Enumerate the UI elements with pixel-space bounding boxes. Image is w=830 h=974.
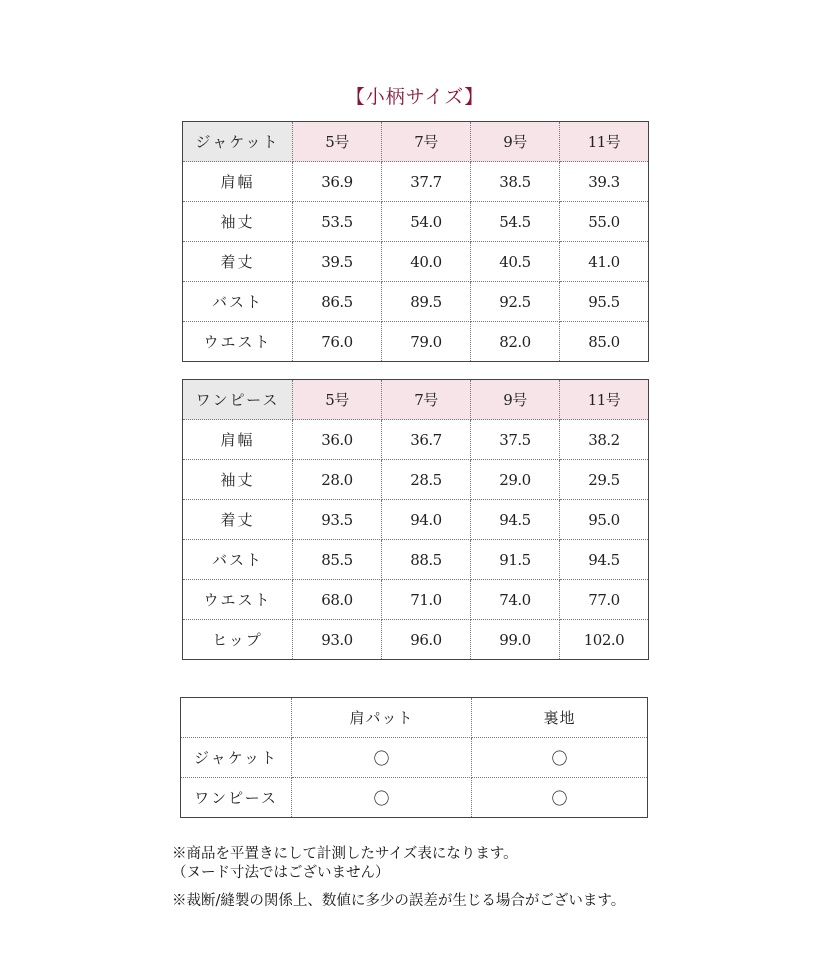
value-cell: 85.0 [560, 322, 649, 362]
table-row [183, 322, 649, 362]
table-row [183, 420, 649, 460]
table-row [181, 778, 648, 818]
row-label: 着丈 [183, 500, 293, 540]
value-cell: 95.5 [560, 282, 649, 322]
table-header-row [181, 698, 648, 738]
value-cell: 93.5 [293, 500, 382, 540]
value-cell: 54.0 [382, 202, 471, 242]
value-cell [292, 778, 472, 818]
row-label: 袖丈 [183, 460, 293, 500]
value-cell: 53.5 [293, 202, 382, 242]
table-header-row [183, 122, 649, 162]
row-label: バスト [183, 540, 293, 580]
value-cell: 96.0 [382, 620, 471, 660]
jacket-size-table [182, 121, 649, 362]
table-row [183, 460, 649, 500]
value-cell: 74.0 [471, 580, 560, 620]
header-cell-size: 5号 [293, 380, 382, 420]
table-header-row [183, 380, 649, 420]
value-cell: 39.5 [293, 242, 382, 282]
table-row [181, 738, 648, 778]
value-cell: 92.5 [471, 282, 560, 322]
table-row [183, 242, 649, 282]
value-cell: 102.0 [560, 620, 649, 660]
table-row [183, 162, 649, 202]
value-cell [472, 738, 648, 778]
row-label: ジャケット [181, 738, 292, 778]
header-cell-size: 9号 [471, 122, 560, 162]
table-row [183, 620, 649, 660]
row-label: 肩幅 [183, 162, 293, 202]
value-cell: 88.5 [382, 540, 471, 580]
note-measurement: ※商品を平置きにして計測したサイズ表になります。 [172, 846, 518, 862]
value-cell: 94.0 [382, 500, 471, 540]
row-label: ヒップ [183, 620, 293, 660]
header-cell-size: 5号 [293, 122, 382, 162]
table-row [183, 282, 649, 322]
value-cell: 39.3 [560, 162, 649, 202]
header-cell-item: ワンピース [183, 380, 293, 420]
value-cell: 37.5 [471, 420, 560, 460]
table-row [183, 540, 649, 580]
value-cell: 77.0 [560, 580, 649, 620]
value-cell: 95.0 [560, 500, 649, 540]
value-cell [292, 738, 472, 778]
value-cell: 82.0 [471, 322, 560, 362]
table-row [183, 500, 649, 540]
value-cell: 68.0 [293, 580, 382, 620]
note-not-nude: （ヌード寸法ではございません） [172, 865, 390, 881]
options-table [180, 697, 648, 818]
value-cell: 94.5 [471, 500, 560, 540]
circle-mark: 〇 [551, 789, 568, 808]
circle-mark: 〇 [373, 749, 390, 768]
value-cell: 38.5 [471, 162, 560, 202]
header-cell-lining: 裏地 [472, 698, 648, 738]
header-cell-item: ジャケット [183, 122, 293, 162]
value-cell: 93.0 [293, 620, 382, 660]
value-cell: 55.0 [560, 202, 649, 242]
value-cell: 37.7 [382, 162, 471, 202]
row-label: ウエスト [183, 580, 293, 620]
header-cell-size: 7号 [382, 380, 471, 420]
onepiece-size-table [182, 379, 649, 660]
value-cell: 29.5 [560, 460, 649, 500]
value-cell: 86.5 [293, 282, 382, 322]
value-cell: 36.7 [382, 420, 471, 460]
value-cell: 71.0 [382, 580, 471, 620]
row-label: 袖丈 [183, 202, 293, 242]
value-cell: 76.0 [293, 322, 382, 362]
value-cell: 91.5 [471, 540, 560, 580]
header-cell-size: 9号 [471, 380, 560, 420]
value-cell: 79.0 [382, 322, 471, 362]
header-cell-size: 11号 [560, 380, 649, 420]
value-cell [472, 778, 648, 818]
row-label: ウエスト [183, 322, 293, 362]
notes [172, 845, 625, 911]
value-cell: 94.5 [560, 540, 649, 580]
row-label: 着丈 [183, 242, 293, 282]
value-cell: 40.5 [471, 242, 560, 282]
header-cell-size: 7号 [382, 122, 471, 162]
value-cell: 54.5 [471, 202, 560, 242]
table-row [183, 580, 649, 620]
table-row [183, 202, 649, 242]
value-cell: 29.0 [471, 460, 560, 500]
row-label: 肩幅 [183, 420, 293, 460]
circle-mark: 〇 [373, 789, 390, 808]
section-title: 【小柄サイズ】 [345, 86, 485, 108]
header-cell-empty [181, 698, 292, 738]
value-cell: 99.0 [471, 620, 560, 660]
value-cell: 89.5 [382, 282, 471, 322]
value-cell: 28.5 [382, 460, 471, 500]
value-cell: 41.0 [560, 242, 649, 282]
value-cell: 85.5 [293, 540, 382, 580]
row-label: ワンピース [181, 778, 292, 818]
circle-mark: 〇 [551, 749, 568, 768]
value-cell: 40.0 [382, 242, 471, 282]
value-cell: 28.0 [293, 460, 382, 500]
value-cell: 38.2 [560, 420, 649, 460]
note-tolerance: ※裁断/縫製の関係上、数値に多少の誤差が生じる場合がございます。 [172, 893, 626, 909]
row-label: バスト [183, 282, 293, 322]
value-cell: 36.0 [293, 420, 382, 460]
value-cell: 36.9 [293, 162, 382, 202]
header-cell-size: 11号 [560, 122, 649, 162]
header-cell-shoulder-pad: 肩パット [292, 698, 472, 738]
